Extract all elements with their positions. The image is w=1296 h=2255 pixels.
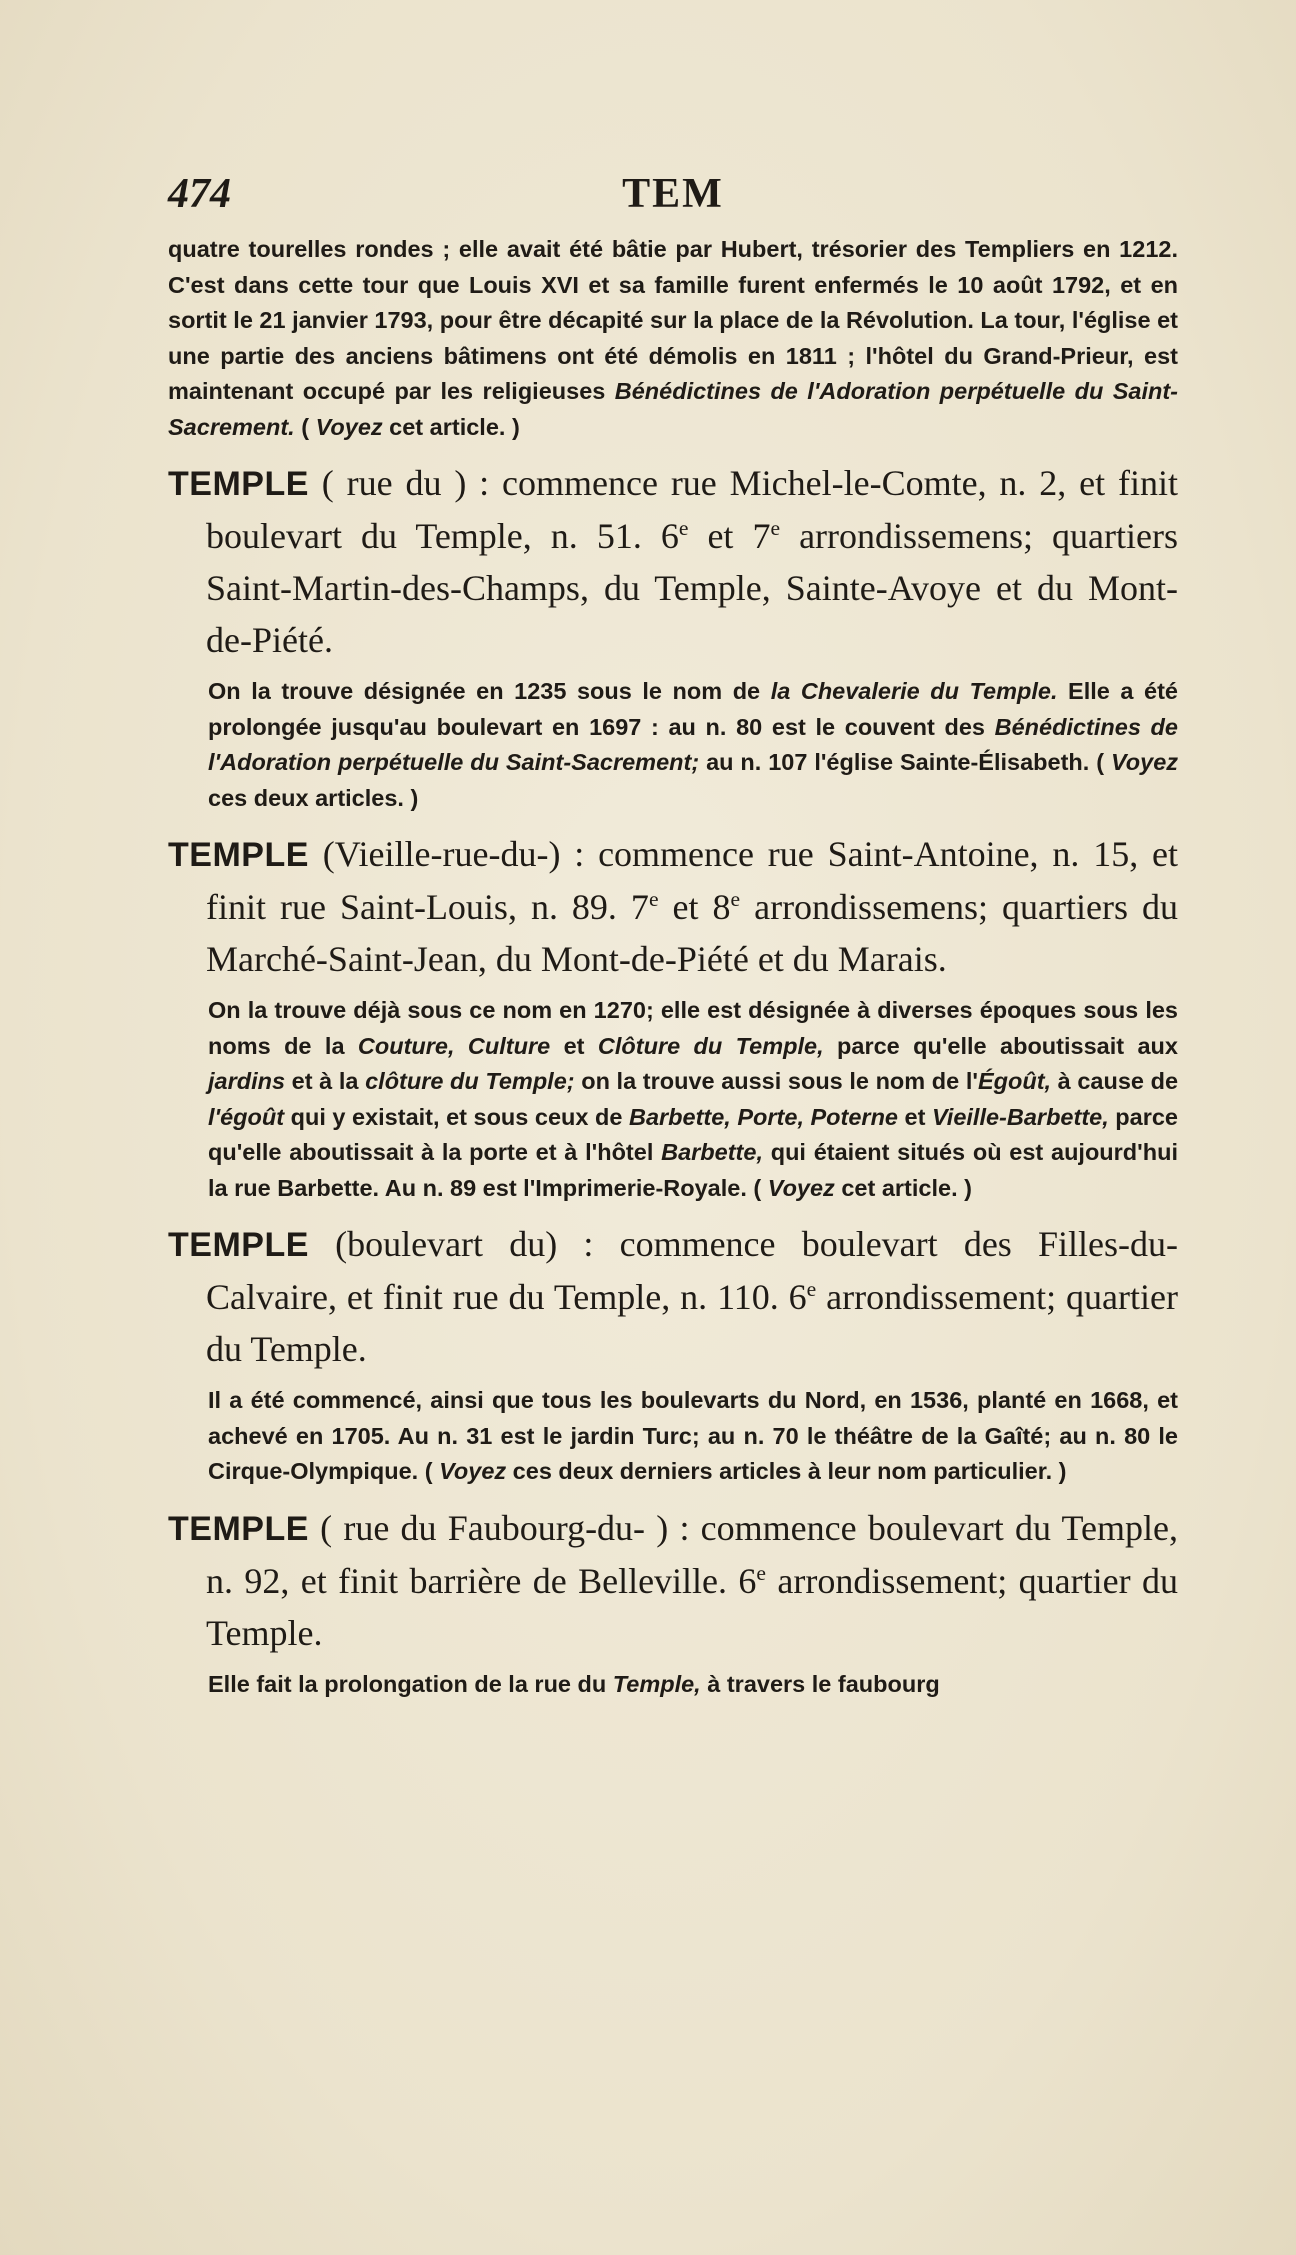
entry-heading: TEMPLE (Vieille-rue-du-) : commence rue Saint-Antoine, n. 15, et finit rue Saint-Louis, n. 89. 7e et 8e arrondissemens; quartiers du Marché-Saint-Jean, du Mont-de-Piété et du Marais.	[168, 834, 1178, 979]
page-text	[168, 232, 1178, 1702]
entry-heading: TEMPLE ( rue du Faubourg-du- ) : commence boulevart du Temple, n. 92, et finit barrière de Belleville. 6e arrondissement; quartier du Temple.	[168, 1507, 1178, 1653]
entry-note: On la trouve déjà sous ce nom en 1270; elle est désignée à diverses époques sous les noms de la Couture, Culture et Clôture du Temple, parce qu'elle aboutissait aux jardins et à la clôture du Temple; on la trouve aussi sous le nom de l'Égoût, à cause de l'égoût qui y existait, et sous ceux de Barbette, Porte, Poterne et Vieille-Barbette, parce qu'elle aboutissait à la porte et à l'hôtel Barbette, qui étaient situés où est aujourd'hui la rue Barbette. Au n. 89 est l'Imprimerie-Royale. ( Voyez cet article. )	[208, 997, 1179, 1201]
entry-heading: TEMPLE ( rue du ) : commence rue Michel-le-Comte, n. 2, et finit boulevart du Temple, n. 51. 6e et 7e arrondissemens; quartiers Saint-Martin-des-Champs, du Temple, Sainte-Avoye et du Mont-de-Piété.	[168, 463, 1178, 660]
entry-note: On la trouve désignée en 1235 sous le nom de la Chevalerie du Temple. Elle a été prolongée jusqu'au boulevart en 1697 : au n. 80 est le couvent des Bénédictines de l'Adoration perpétuelle du Saint-Sacrement; au n. 107 l'église Sainte-Élisabeth. ( Voyez ces deux articles. )	[208, 678, 1179, 811]
entry-note: Elle fait la prolongation de la rue du Temple, à travers le faubourg	[208, 1670, 940, 1697]
running-head: TEM	[622, 171, 724, 217]
page-number: 474	[168, 171, 231, 217]
headword: TEMPLE	[168, 1226, 309, 1264]
page-header	[168, 170, 1178, 220]
entry-heading: TEMPLE (boulevart du) : commence boulevart des Filles-du-Calvaire, et finit rue du Temple, n. 110. 6e arrondissement; quartier du Temple.	[168, 1224, 1178, 1369]
headword: TEMPLE	[168, 465, 309, 503]
entry-note: Il a été commencé, ainsi que tous les boulevarts du Nord, en 1536, planté en 1668, et achevé en 1705. Au n. 31 est le jardin Turc; au n. 70 le théâtre de la Gaîté; au n. 80 le Cirque-Olympique. ( Voyez ces deux derniers articles à leur nom particulier. )	[208, 1387, 1178, 1484]
headword: TEMPLE	[168, 836, 309, 874]
continued-paragraph: quatre tourelles rondes ; elle avait été bâtie par Hubert, trésorier des Templiers en 1212. C'est dans cette tour que Louis XVI et sa famille furent enfermés le 10 août 1792, et en sortit le 21 janvier 1793, pour être décapité sur la place de la Révolution. La tour, l'église et une partie des anciens bâtimens ont été démolis en 1811 ; l'hôtel du Grand-Prieur, est maintenant occupé par les religieuses Bénédictines de l'Adoration perpétuelle du Saint-Sacrement. ( Voyez cet article. )	[168, 236, 1178, 440]
headword: TEMPLE	[168, 1509, 309, 1548]
